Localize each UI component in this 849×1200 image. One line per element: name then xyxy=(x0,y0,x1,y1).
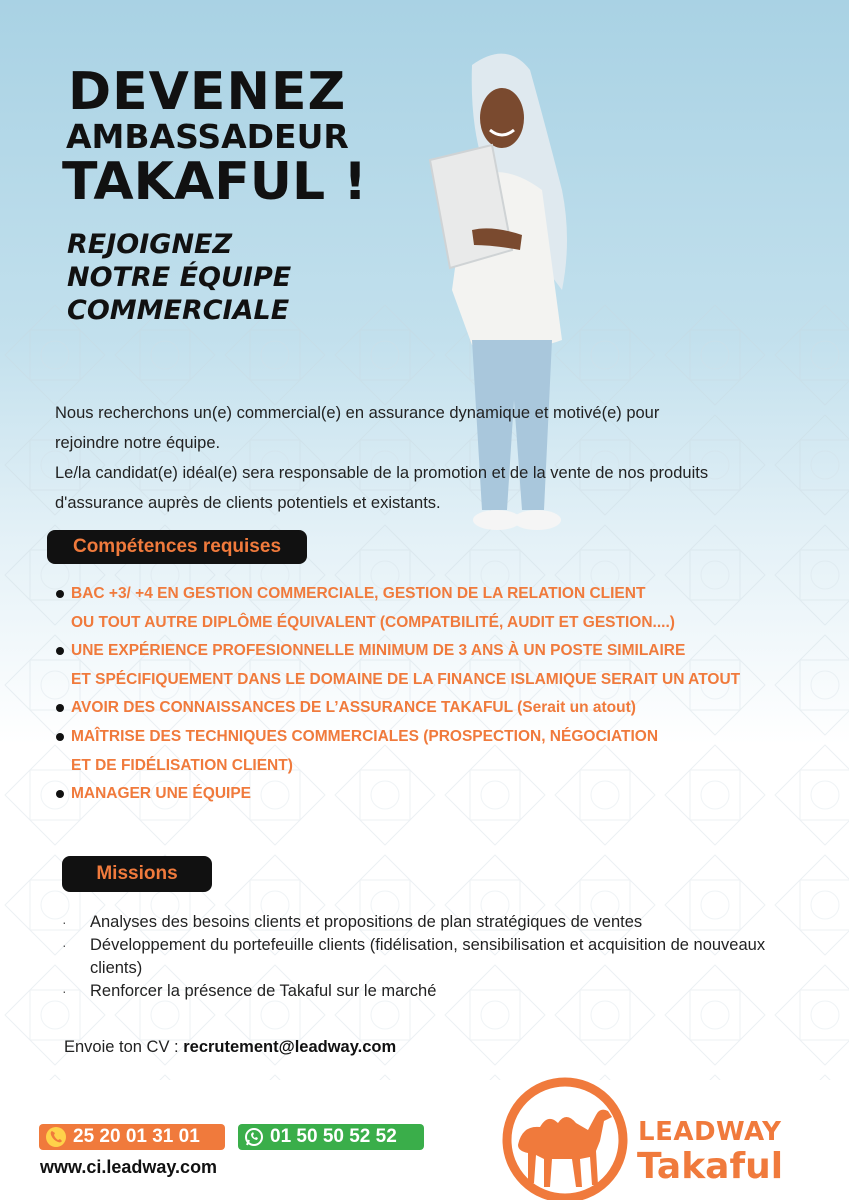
intro-text xyxy=(55,398,795,518)
bullet-dot-icon xyxy=(56,733,64,741)
mission-item xyxy=(62,911,802,934)
phone-number: 25 20 01 31 01 xyxy=(73,1126,200,1147)
cv-label: Envoie ton CV : xyxy=(64,1038,184,1056)
headline-line-1: DEVENEZ xyxy=(68,62,347,122)
skill-line: MANAGER UNE ÉQUIPE xyxy=(71,785,251,803)
skill-line: ET SPÉCIFIQUEMENT DANS LE DOMAINE DE LA FINANCE ISLAMIQUE SERAIT UN ATOUT xyxy=(71,670,741,688)
skills-list xyxy=(56,580,836,809)
skill-item xyxy=(56,723,836,780)
intro-line-3: Le/la candidat(e) idéal(e) sera responsable de la promotion et de la vente de nos produits xyxy=(55,464,709,482)
website-link[interactable]: www.ci.leadway.com xyxy=(40,1157,218,1177)
bullet-dot-icon xyxy=(56,647,64,655)
skill-line: BAC +3/ +4 EN GESTION COMMERCIALE, GESTION DE LA RELATION CLIENT xyxy=(71,585,646,602)
logo-wordmark-top: LEADWAY xyxy=(638,1117,782,1147)
bullet-icon: · xyxy=(62,983,67,999)
bullet-icon: · xyxy=(62,937,67,953)
mission-item xyxy=(62,980,802,1003)
skill-line: MAÎTRISE DES TECHNIQUES COMMERCIALES (PROSPECTION, NÉGOCIATION xyxy=(71,727,659,745)
phone-icon xyxy=(46,1127,66,1147)
missions-list xyxy=(62,911,802,1003)
subheadline-line-3: COMMERCIALE xyxy=(67,295,290,326)
bullet-dot-icon xyxy=(56,790,64,798)
headline-line-2: AMBASSADEUR xyxy=(66,117,349,156)
bullet-dot-icon xyxy=(56,590,64,598)
mission-text: Développement du portefeuille clients (fidélisation, sensibilisation et acquisition de nouveaux clients) xyxy=(90,936,766,977)
intro-line-1: Nous recherchons un(e) commercial(e) en assurance dynamique et motivé(e) pour xyxy=(55,404,660,422)
skill-line: OU TOUT AUTRE DIPLÔME ÉQUIVALENT (COMPATBILITÉ, AUDIT ET GESTION....) xyxy=(71,613,675,631)
skill-item xyxy=(56,694,836,723)
skills-heading: Compétences requises xyxy=(72,536,282,557)
bullet-icon: · xyxy=(62,914,67,930)
skill-line: ET DE FIDÉLISATION CLIENT) xyxy=(71,756,293,774)
missions-heading: Missions xyxy=(96,863,178,884)
whatsapp-badge[interactable] xyxy=(238,1124,424,1150)
whatsapp-icon xyxy=(244,1127,264,1147)
cv-email-link[interactable]: recrutement@leadway.com xyxy=(183,1038,397,1056)
subheadline-line-1: REJOIGNEZ xyxy=(67,229,233,260)
bullet-dot-icon xyxy=(56,704,64,712)
headline-line-3: TAKAFUL ! xyxy=(62,152,367,212)
skills-heading-badge xyxy=(47,530,307,564)
skill-item xyxy=(56,637,836,694)
skill-line: AVOIR DES CONNAISSANCES DE L’ASSURANCE TAKAFUL (Serait un atout) xyxy=(71,699,636,717)
logo-wordmark-bottom: Takaful xyxy=(637,1146,784,1187)
subheadline-line-2: NOTRE ÉQUIPE xyxy=(67,262,292,293)
skill-line: UNE EXPÉRIENCE PROFESIONNELLE MINIMUM DE 3 ANS À UN POSTE SIMILAIRE xyxy=(71,642,686,660)
intro-line-4: d'assurance auprès de clients potentiels et existants. xyxy=(55,494,441,512)
intro-line-2: rejoindre notre équipe. xyxy=(55,434,221,452)
mission-text: Analyses des besoins clients et propositions de plan stratégiques de ventes xyxy=(90,913,643,931)
camel-logo-icon xyxy=(500,1075,630,1200)
whatsapp-number: 01 50 50 52 52 xyxy=(270,1126,397,1147)
skill-item xyxy=(56,580,836,637)
phone-badge[interactable] xyxy=(39,1124,225,1150)
mission-item xyxy=(62,934,802,980)
skill-item xyxy=(56,780,836,809)
missions-heading-badge xyxy=(62,856,212,892)
cv-line xyxy=(64,1038,396,1057)
mission-text: Renforcer la présence de Takaful sur le marché xyxy=(90,982,437,1000)
